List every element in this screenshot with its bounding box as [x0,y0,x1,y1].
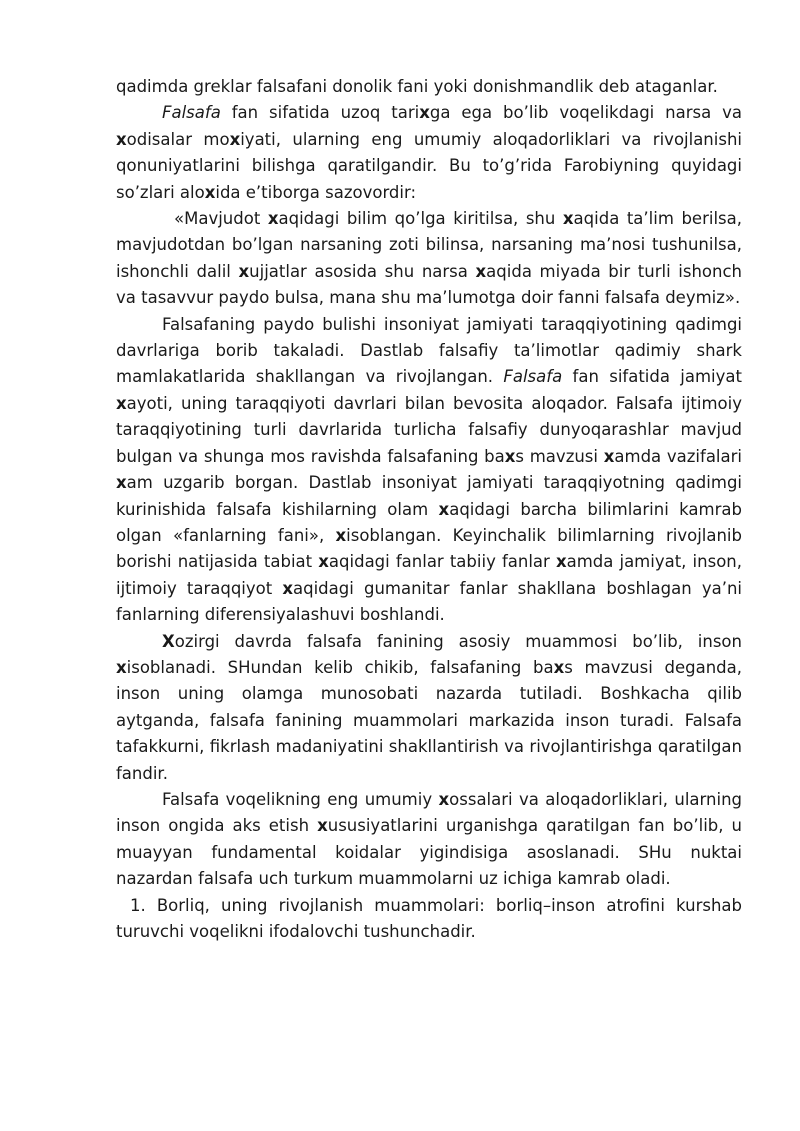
text-run: X [162,631,175,651]
text-run: isoblangan. Keyinchalik bilimlarning rivojlanib borishi natijasida tabiat [116,525,742,572]
document-page [116,74,742,945]
text-run: s mavzusi deganda, inson uning olamga munosobati nazarda tutiladi. Boshkacha qilib aytganda, falsafa fanining muammolari markazida inson turadi. Falsafa tafakkurni, fikrlash madaniyatini shakllantirish va rivojlantirishga qaratilgan fandir. [116,657,742,783]
text-run: amda jamiyat, inson, ijtimoiy taraqqiyot [116,552,742,598]
text-run: x [475,261,487,281]
text-run: fan sifatida jamiyat [562,367,742,387]
text-run: x [116,473,127,493]
text-run: x [318,552,329,572]
paragraph-three-problem-groups [116,787,742,893]
text-run: x [438,789,450,809]
text-run: Falsafa voqelikning eng umumiy [162,789,439,809]
text-run: isoblanadi. SHundan kelib chikib, falsafaning ba [126,657,554,677]
text-run: x [116,129,127,149]
paragraph-greek-origin [116,74,742,100]
text-run: iyati, ularning eng umumiy aloqadorliklari va rivojlanishi qonuniyatlarini bilishga qaratilgandir. Bu to’g’rida Farobiyning quyidagi so’zlari alo [116,129,742,202]
text-run: aqidagi bilim qo’lga kiritilsa, shu [278,209,563,229]
text-run: Falsafa [162,103,221,123]
text-run: x [204,182,216,202]
paragraph-history-of-philosophy [116,312,742,629]
text-run: x [419,103,430,123]
text-run: fan sifatida uzoq tari [220,103,420,123]
text-run: ida e’tiborga sazovordir: [215,182,417,202]
text-run: ususiyatlarini urganishga qaratilgan fan bo’lib, u muayyan fundamental koidalar yigindisiga asoslanadi. SHu nuktai nazardan falsafa uch turkum muammolarni uz ichiga kamrab oladi. [116,816,742,889]
text-run: x [553,657,565,677]
text-run: x [116,657,127,677]
text-run: aqida miyada bir turli ishonch va tasavvur paydo bulsa, mana shu ma’lumotga doir fanni falsafa deymiz». [116,261,743,308]
text-run: am uzgarib borgan. Dastlab insoniyat jamiyati taraqqiyotning qadimgi kurinishida falsafa kishilarning olam [116,473,742,519]
text-run: x [603,446,615,466]
text-run: x [317,816,328,836]
text-run: 1. Borliq, uning rivojlanish muammolari: borliq–inson atrofini kurshab turuvchi voqelikni ifodalovchi tushunchadir. [116,895,742,941]
text-run: amda vazifalari [614,446,742,466]
text-run: s mavzusi [515,446,604,466]
text-run: ossalari va aloqadorliklari, ularning inson ongida aks etish [116,789,743,836]
text-run: Falsafaning paydo bulishi insoniyat jamiyati taraqqiyotining qadimgi davrlariga borib takaladi. Dastlab falsafiy ta’limotlar qadimiy shark mamlakatlarida shakllangan va rivojlangan. [116,314,742,387]
text-run: x [238,261,250,281]
list-item-being [116,893,742,946]
text-run: x [267,209,279,229]
text-run: x [504,446,516,466]
text-run: x [335,525,347,545]
paragraph-main-problem-human [116,629,742,787]
text-run: qadimda greklar falsafani donolik fani yoki donishmandlik deb ataganlar. [116,77,718,96]
text-run: ga ega bo’lib voqelikdagi narsa va [429,103,743,123]
text-run: x [438,499,450,519]
text-run: ayoti, uning taraqqiyoti davrlari bilan bevosita aloqador. Falsafa ijtimoiy taraqqiyotining turli davrlarida turlicha falsafiy dunyoqarashlar mavjud bulgan va shunga mos ravishda falsafaning ba [116,393,742,466]
text-run: x [282,578,294,598]
text-run: Falsafa [503,367,563,387]
text-run: «Mavjudot [174,209,268,229]
text-run: aqidagi barcha bilimlarini kamrab olgan «fanlarning fani», [116,499,742,545]
text-run: odisalar mo [126,129,230,149]
text-run: x [562,209,574,229]
text-run: aqida ta’lim berilsa, mavjudotdan bo’lgan narsaning zoti bilinsa, narsaning ma’nosi tushunilsa, ishonchli dalil [116,209,742,281]
text-run: x [555,552,567,572]
paragraph-philosophy-definition [116,100,742,206]
text-run: aqidagi fanlar tabiiy fanlar [328,552,556,572]
paragraph-farabi-quote [116,206,742,312]
text-run: ujjatlar asosida shu narsa [249,261,476,281]
text-run: ozirgi davrda falsafa fanining asosiy muammosi bo’lib, inson [174,631,742,651]
text-run: x [229,129,241,149]
text-run: aqidagi gumanitar fanlar shakllana boshlagan ya’ni fanlarning diferensiyalashuvi boshlandi. [116,578,742,625]
text-run: x [116,393,127,413]
